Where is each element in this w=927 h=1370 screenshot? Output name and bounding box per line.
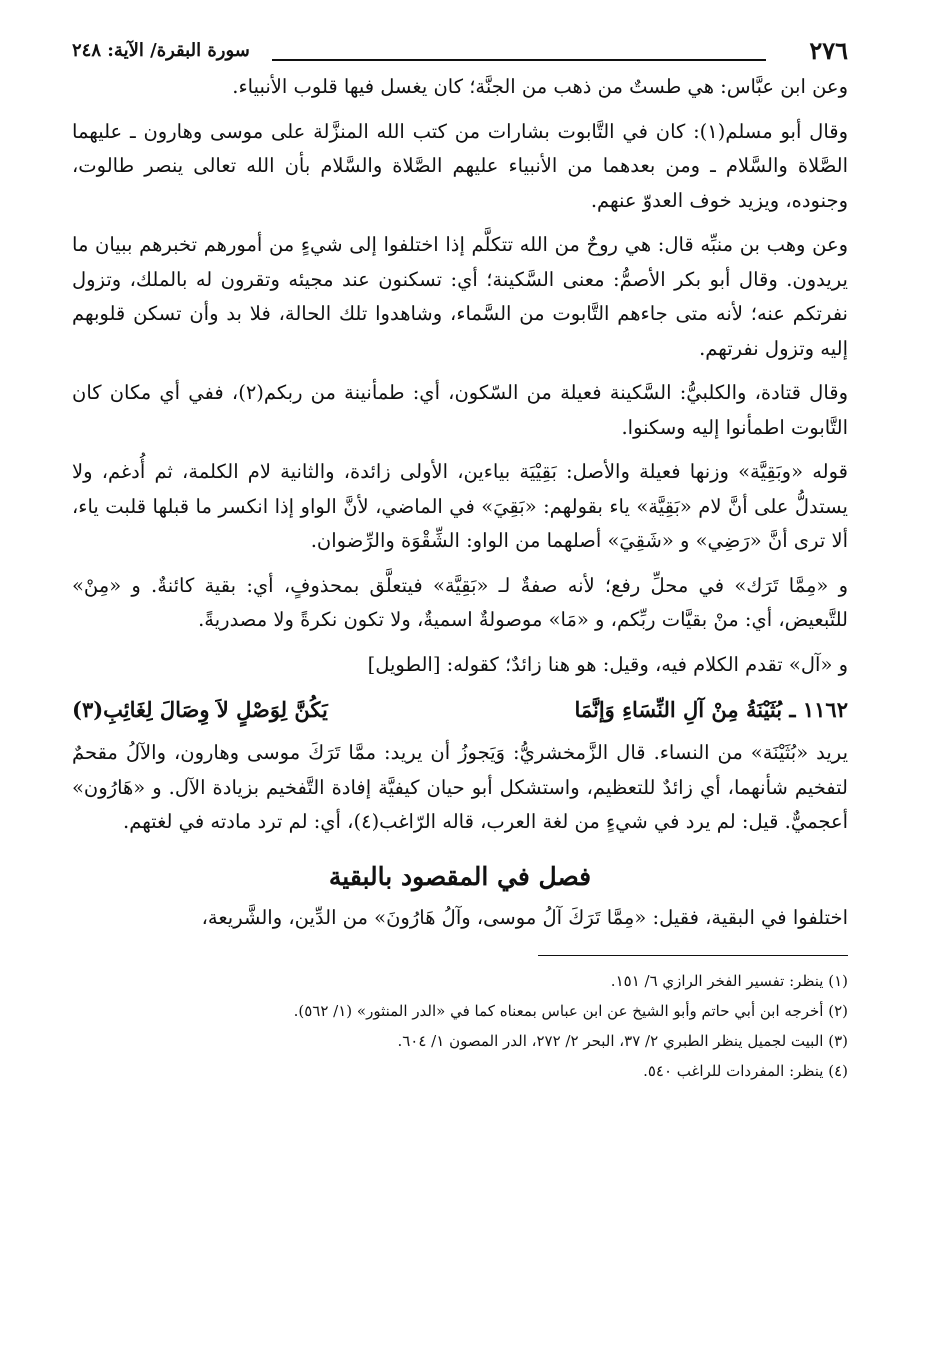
page-header — [72, 36, 848, 70]
paragraph: و «مِمَّا تَرَك» في محلِّ رفع؛ لأنه صفةٌ لـ «بَقِيَّة» فيتعلَّق بمحذوفٍ، أي: بقية كائنةٌ. و «مِنْ» للتَّبعيض، أي: منْ بقيَّات ربِّكم، و «مَا» موصولةٌ اسميةٌ، ولا تكون نكرةً ولا مصدريةً. — [72, 573, 848, 631]
paragraph: يريد «بُثَيْنَة» من النساء. قال الزَّمخشريُّ: وَيَجوزُ أن يريد: ممَّا تَرَكَ موسى وهارون، والآلُ مقحمٌ لتفخيم شأنهما، أي زائدٌ للتعظيم، واستشكل أبو حيان كيفيَّة إفادة التَّفخيم بزيادة الآل. و «هَارُون» أعجميٌّ. قيل: لم يرد في شيءٍ من لغة العرب، قاله الرّاغب(٤)، أي: لم ترد مادته في لغتهم. — [72, 741, 848, 833]
footnote: (١) ينظر: تفسير الفخر الرازي ٦/ ١٥١. — [610, 972, 848, 990]
footnote: (٣) البيت لجميل ينظر الطبري ٢/ ٣٧، البحر ٢/ ٢٧٢، الدر المصون ١/ ٦٠٤. — [397, 1032, 848, 1050]
paragraph: وقال قتادة، والكلبيُّ: السَّكينة فعيلة من السّكون، أي: طمأنينة من ربكم(٢)، ففي أي مكان كان التَّابوت اطمأنوا إليه وسكنوا. — [72, 381, 848, 439]
section-heading: فصل في المقصود بالبقية — [328, 861, 592, 891]
verse-hemistich-first: ـ بُثَيْنَةُ مِنْ آلِ النِّسَاءِ وَإنَّمَا — [574, 697, 796, 722]
poetry-verse — [72, 692, 848, 728]
paragraph: و «آل» تقدم الكلام فيه، وقيل: هو هنا زائدٌ؛ كقوله: [الطويل] — [367, 652, 848, 676]
paragraph: وقال أبو مسلم(١): كان في التَّابوت بشارات من كتب الله المنزَّلة على موسى وهارون ـ عليهما الصَّلاة والسَّلام ـ ومن بعدهما من الأنبياء عليهم الصَّلاة والسَّلام بأن الله تعالى ينصر طالوت، وجنوده، ويزيد خوف العدوّ عنهم. — [72, 119, 848, 212]
footnotes — [72, 966, 848, 1086]
verse-hemistich-second: يَكُنَّ لِوَصْلٍ لاَ وِصَالَ لِغَائِبِ(٣) — [72, 697, 328, 722]
paragraph: وعن ابن عبَّاس: هي طستٌ من ذهب من الجنَّة؛ كان يغسل فيها قلوب الأنبياء. — [232, 75, 848, 98]
header-rule — [272, 59, 766, 61]
footnote: (٤) ينظر: المفردات للراغب ٥٤٠. — [643, 1062, 848, 1080]
paragraph: وعن وهب بن منبِّه قال: هي روحٌ من الله تتكلَّم إذا اختلفوا إلى شيءٍ من أمورهم تخبرهم ببيان ما يريدون. وقال أبو بكر الأصمُّ: معنى السَّكينة؛ أي: تسكنون عند مجيئه وتقرون له بالملك، وتزول نفرتكم عنه؛ لأنه متى جاءهم التَّابوت من السَّماء، وشاهدوا تلك الحالة، فلا بد وأن تسكن قلوبهم إليه وتزول نفرتهم. — [72, 233, 848, 360]
page-number: ٢٧٦ — [809, 36, 848, 65]
footnote-divider — [538, 955, 848, 956]
book-page — [72, 36, 848, 1086]
footnote: (٢) أخرجه ابن أبي حاتم وأبو الشيخ عن ابن عباس بمعناه كما في «الدر المنثور» (١/ ٥٦٢). — [293, 1002, 848, 1020]
section-paragraph: اختلفوا في البقية، فقيل: «مِمَّا تَرَكَ آلُ موسى، وآلُ هَارُونَ» من الدِّين، والشَّريعة، — [201, 905, 848, 929]
verse-number: ١١٦٢ — [802, 697, 848, 722]
paragraph: قوله «وبَقِيَّة» وزنها فعيلة والأصل: بَقِيْيَة بياءين، الأولى زائدة، والثانية لام الكلمة، ثم أُدغم، ولا يستدلُّ على أنَّ لام «بَقِيَّة» ياء بقولهم: «بَقِيَ» في الماضي، لأنَّ الواو إذا انكسر ما قبلها قلبت ياء، ألا ترى أنَّ «رَضِي» و «شَقِيَ» أصلهما من الواو: الشِّقْوَة والرِّضوان. — [72, 460, 848, 552]
surah-reference: سورة البقرة/ الآية: ٢٤٨ — [72, 40, 250, 61]
